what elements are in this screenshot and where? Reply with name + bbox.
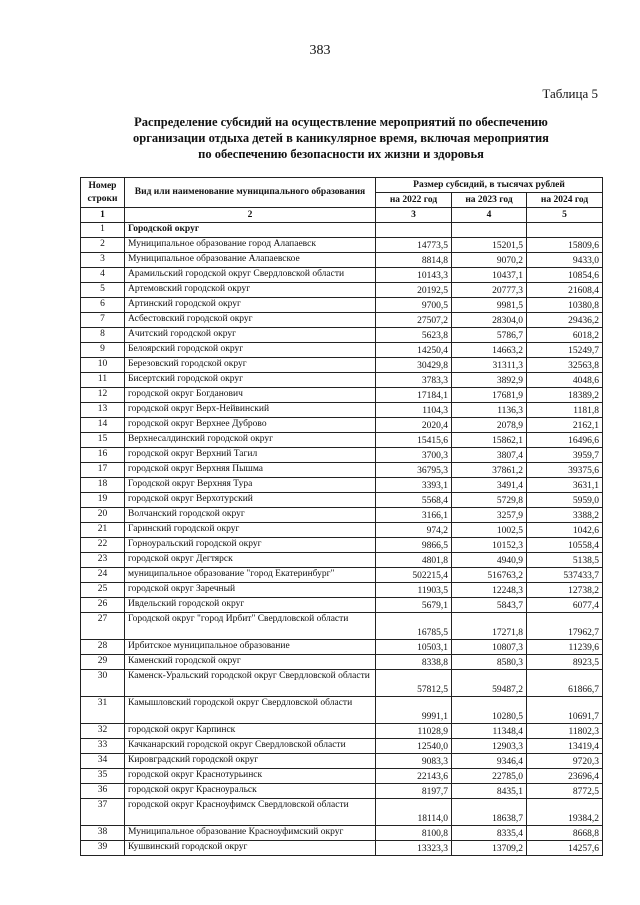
row-number: 19 [81,493,125,508]
value-2022: 5568,4 [376,493,452,508]
value-2022: 3166,1 [376,508,452,523]
table-row [81,553,603,568]
value-2023: 28304,0 [452,313,527,328]
municipality-name: Верхнесалдинский городской округ [125,433,376,448]
column-index: 5 [527,208,603,223]
row-number: 39 [81,841,125,856]
row-number: 18 [81,478,125,493]
table-row [81,826,603,841]
value-2023: 3892,9 [452,373,527,388]
municipality-name: Каменск-Уральский городской округ Свердловской области [125,670,376,697]
value-2024: 18389,2 [527,388,603,403]
value-2023: 17681,9 [452,388,527,403]
row-number: 25 [81,583,125,598]
municipality-name: Каменский городской округ [125,655,376,670]
row-number: 15 [81,433,125,448]
value-2022: 30429,8 [376,358,452,373]
value-2024: 11802,3 [527,724,603,739]
municipality-name: городской округ Богданович [125,388,376,403]
table-row [81,784,603,799]
row-number: 20 [81,508,125,523]
municipality-name: Муниципальное образование Красноуфимский округ [125,826,376,841]
table-row [81,598,603,613]
value-2022: 9083,3 [376,754,452,769]
row-number: 9 [81,343,125,358]
row-number: 8 [81,328,125,343]
value-2022: 1104,3 [376,403,452,418]
value-2023: 10437,1 [452,268,527,283]
row-number: 27 [81,613,125,640]
row-number: 30 [81,670,125,697]
municipality-name: Гаринский городской округ [125,523,376,538]
value-2024: 10558,4 [527,538,603,553]
municipality-name: Камышловский городской округ Свердловской области [125,697,376,724]
municipality-name: Муниципальное образование город Алапаевск [125,238,376,253]
row-number: 33 [81,739,125,754]
value-2023: 3257,9 [452,508,527,523]
value-2024: 39375,6 [527,463,603,478]
value-2023: 12248,3 [452,583,527,598]
row-number: 11 [81,373,125,388]
value-2024: 15809,6 [527,238,603,253]
municipality-name: Кировградский городской округ [125,754,376,769]
table-row [81,640,603,655]
value-2023: 516763,2 [452,568,527,583]
municipality-name: Городской округ "город Ирбит" Свердловской области [125,613,376,640]
table-label: Таблица 5 [542,86,598,101]
municipality-name: Арамильский городской округ Свердловской области [125,268,376,283]
municipality-name: Волчанский городской округ [125,508,376,523]
municipality-name: городской округ Верхнее Дуброво [125,418,376,433]
value-2024: 61866,7 [527,670,603,697]
row-number: 2 [81,238,125,253]
municipality-name: городской округ Верхняя Пышма [125,463,376,478]
table-row [81,538,603,553]
value-2023: 13709,2 [452,841,527,856]
row-number: 7 [81,313,125,328]
table-title [80,114,602,162]
value-2024: 32563,8 [527,358,603,373]
value-2024: 5959,0 [527,493,603,508]
value-2022: 14773,5 [376,238,452,253]
row-number: 4 [81,268,125,283]
row-number: 35 [81,769,125,784]
municipality-name: муниципальное образование "город Екатеринбург" [125,568,376,583]
value-2023: 10280,5 [452,697,527,724]
value-2022: 3700,3 [376,448,452,463]
table-row [81,841,603,856]
value-2023: 3807,4 [452,448,527,463]
value-2024: 5138,5 [527,553,603,568]
header-amount: Размер субсидий, в тысячах рублей [376,178,603,193]
value-2023: 11348,4 [452,724,527,739]
value-2022: 10143,3 [376,268,452,283]
value-2022: 36795,3 [376,463,452,478]
value-2024: 13419,4 [527,739,603,754]
municipality-name: городской округ Верхний Тагил [125,448,376,463]
value-2023: 1002,5 [452,523,527,538]
value-2022: 8814,8 [376,253,452,268]
row-number: 24 [81,568,125,583]
section-row [81,223,603,238]
value-2023: 9981,5 [452,298,527,313]
value-2022: 10503,1 [376,640,452,655]
row-number: 26 [81,598,125,613]
municipality-name: Ирбитское муниципальное образование [125,640,376,655]
page-number: 383 [309,43,331,58]
value-2023: 18638,7 [452,799,527,826]
table-row [81,463,603,478]
value-2023: 14663,2 [452,343,527,358]
title-line: по обеспечению безопасности их жизни и здоровья [198,147,484,161]
header-name: Вид или наименование муниципального образования [125,178,376,208]
value-2024: 6077,4 [527,598,603,613]
value-2022: 17184,1 [376,388,452,403]
value-2024: 8772,5 [527,784,603,799]
municipality-name: Асбестовский городской округ [125,313,376,328]
value-2023: 22785,0 [452,769,527,784]
column-index: 1 [81,208,125,223]
value-2024: 1181,8 [527,403,603,418]
title-line: Распределение субсидий на осуществление мероприятий по обеспечению [134,115,548,129]
row-number: 16 [81,448,125,463]
table-row [81,403,603,418]
value-2024: 10380,8 [527,298,603,313]
value-2024: 8668,8 [527,826,603,841]
header-row-number: Номер строки [81,178,125,208]
municipality-name: Белоярский городской округ [125,343,376,358]
value-2024: 16496,6 [527,433,603,448]
table-row [81,448,603,463]
row-number: 38 [81,826,125,841]
municipality-name: городской округ Красноуральск [125,784,376,799]
value-2024: 29436,2 [527,313,603,328]
table-row [81,724,603,739]
value-2024: 19384,2 [527,799,603,826]
row-number: 1 [81,223,125,238]
table-row [81,493,603,508]
value-2023: 10807,3 [452,640,527,655]
value-2022: 974,2 [376,523,452,538]
table-row [81,418,603,433]
value-2023: 8335,4 [452,826,527,841]
value-2022: 11903,5 [376,583,452,598]
value-2023: 9346,4 [452,754,527,769]
table-row [81,283,603,298]
value-2022: 9991,1 [376,697,452,724]
value-2024: 10691,7 [527,697,603,724]
value-2022: 57812,5 [376,670,452,697]
municipality-name: городской округ Карпинск [125,724,376,739]
section-title: Городской округ [125,223,376,238]
value-2023: 10152,3 [452,538,527,553]
municipality-name: Муниципальное образование Алапаевское [125,253,376,268]
table-row [81,754,603,769]
value-2024: 1042,6 [527,523,603,538]
municipality-name: городской округ Заречный [125,583,376,598]
value-2024: 9433,0 [527,253,603,268]
table-row [81,253,603,268]
row-number: 14 [81,418,125,433]
value-2024: 17962,7 [527,613,603,640]
header-2022: на 2022 год [376,193,452,208]
value-2022: 3393,1 [376,478,452,493]
table-row [81,670,603,697]
table-row [81,799,603,826]
value-2024: 8923,5 [527,655,603,670]
value-2024: 2162,1 [527,418,603,433]
municipality-name: городской округ Верхотурский [125,493,376,508]
row-number: 12 [81,388,125,403]
value-2024: 4048,6 [527,373,603,388]
value-2022: 3783,3 [376,373,452,388]
value-2023: 59487,2 [452,670,527,697]
row-number: 36 [81,784,125,799]
value-2022: 18114,0 [376,799,452,826]
table-row [81,238,603,253]
table-row [81,433,603,448]
value-2024: 15249,7 [527,343,603,358]
value-2022: 502215,4 [376,568,452,583]
row-number: 29 [81,655,125,670]
value-2023: 2078,9 [452,418,527,433]
table-row [81,613,603,640]
value-2023: 15201,5 [452,238,527,253]
value-2023: 4940,9 [452,553,527,568]
value-2024: 6018,2 [527,328,603,343]
value-2024: 3631,1 [527,478,603,493]
value-2024: 3388,2 [527,508,603,523]
table-row [81,328,603,343]
value-2022: 20192,5 [376,283,452,298]
row-number: 13 [81,403,125,418]
value-2022: 5623,8 [376,328,452,343]
column-index: 4 [452,208,527,223]
row-number: 21 [81,523,125,538]
value-2024: 11239,6 [527,640,603,655]
header-2023: на 2023 год [452,193,527,208]
row-number: 31 [81,697,125,724]
value-2024: 12738,2 [527,583,603,598]
municipality-name: Горноуральский городской округ [125,538,376,553]
value-2023: 12903,3 [452,739,527,754]
row-number: 37 [81,799,125,826]
value-2023: 8435,1 [452,784,527,799]
subsidy-table [80,177,603,856]
value-2023: 5786,7 [452,328,527,343]
value-2024: 10854,6 [527,268,603,283]
row-number: 5 [81,283,125,298]
value-2022: 15415,6 [376,433,452,448]
table-row [81,697,603,724]
value-2022: 27507,2 [376,313,452,328]
value-2022: 9700,5 [376,298,452,313]
table-row [81,388,603,403]
municipality-name: городской округ Красноуфимск Свердловской области [125,799,376,826]
value-2022: 14250,4 [376,343,452,358]
value-2022: 8197,7 [376,784,452,799]
table-row [81,769,603,784]
municipality-name: городской округ Верх-Нейвинский [125,403,376,418]
value-2022: 13323,3 [376,841,452,856]
value-2023: 9070,2 [452,253,527,268]
value-2023: 31311,3 [452,358,527,373]
value-2023: 37861,2 [452,463,527,478]
table-row [81,508,603,523]
municipality-name: городской округ Дегтярск [125,553,376,568]
value-2024: 23696,4 [527,769,603,784]
value-2022: 12540,0 [376,739,452,754]
municipality-name: Ивдельский городской округ [125,598,376,613]
value-2022: 11028,9 [376,724,452,739]
table-row [81,373,603,388]
table-row [81,298,603,313]
value-2024: 14257,6 [527,841,603,856]
value-2022: 5679,1 [376,598,452,613]
table-row [81,268,603,283]
table-row [81,313,603,328]
row-number: 28 [81,640,125,655]
value-2023: 20777,3 [452,283,527,298]
row-number: 32 [81,724,125,739]
row-number: 6 [81,298,125,313]
value-2023: 8580,3 [452,655,527,670]
header-2024: на 2024 год [527,193,603,208]
municipality-name: Артемовский городской округ [125,283,376,298]
column-index: 3 [376,208,452,223]
table-row [81,523,603,538]
value-2023: 15862,1 [452,433,527,448]
table-row [81,655,603,670]
row-number: 22 [81,538,125,553]
value-2024: 537433,7 [527,568,603,583]
value-2023: 17271,8 [452,613,527,640]
municipality-name: Артинский городской округ [125,298,376,313]
value-2022: 2020,4 [376,418,452,433]
table-row [81,568,603,583]
municipality-name: Бисертский городской округ [125,373,376,388]
row-number: 10 [81,358,125,373]
value-2022: 16785,5 [376,613,452,640]
value-2023: 5729,8 [452,493,527,508]
municipality-name: Ачитский городской округ [125,328,376,343]
municipality-name: Качканарский городской округ Свердловской области [125,739,376,754]
table-row [81,739,603,754]
value-2024: 21608,4 [527,283,603,298]
municipality-name: Городской округ Верхняя Тура [125,478,376,493]
table-row [81,358,603,373]
value-2022: 8100,8 [376,826,452,841]
value-2023: 3491,4 [452,478,527,493]
value-2023: 5843,7 [452,598,527,613]
municipality-name: Березовский городской округ [125,358,376,373]
title-line: организации отдыха детей в каникулярное время, включая мероприятия [133,131,549,145]
column-index: 2 [125,208,376,223]
row-number: 34 [81,754,125,769]
value-2022: 9866,5 [376,538,452,553]
value-2024: 3959,7 [527,448,603,463]
row-number: 23 [81,553,125,568]
value-2024: 9720,3 [527,754,603,769]
table-row [81,583,603,598]
value-2022: 22143,6 [376,769,452,784]
value-2022: 8338,8 [376,655,452,670]
municipality-name: Кушвинский городской округ [125,841,376,856]
table-row [81,343,603,358]
row-number: 17 [81,463,125,478]
value-2022: 4801,8 [376,553,452,568]
municipality-name: городской округ Краснотурьинск [125,769,376,784]
table-row [81,478,603,493]
row-number: 3 [81,253,125,268]
value-2023: 1136,3 [452,403,527,418]
